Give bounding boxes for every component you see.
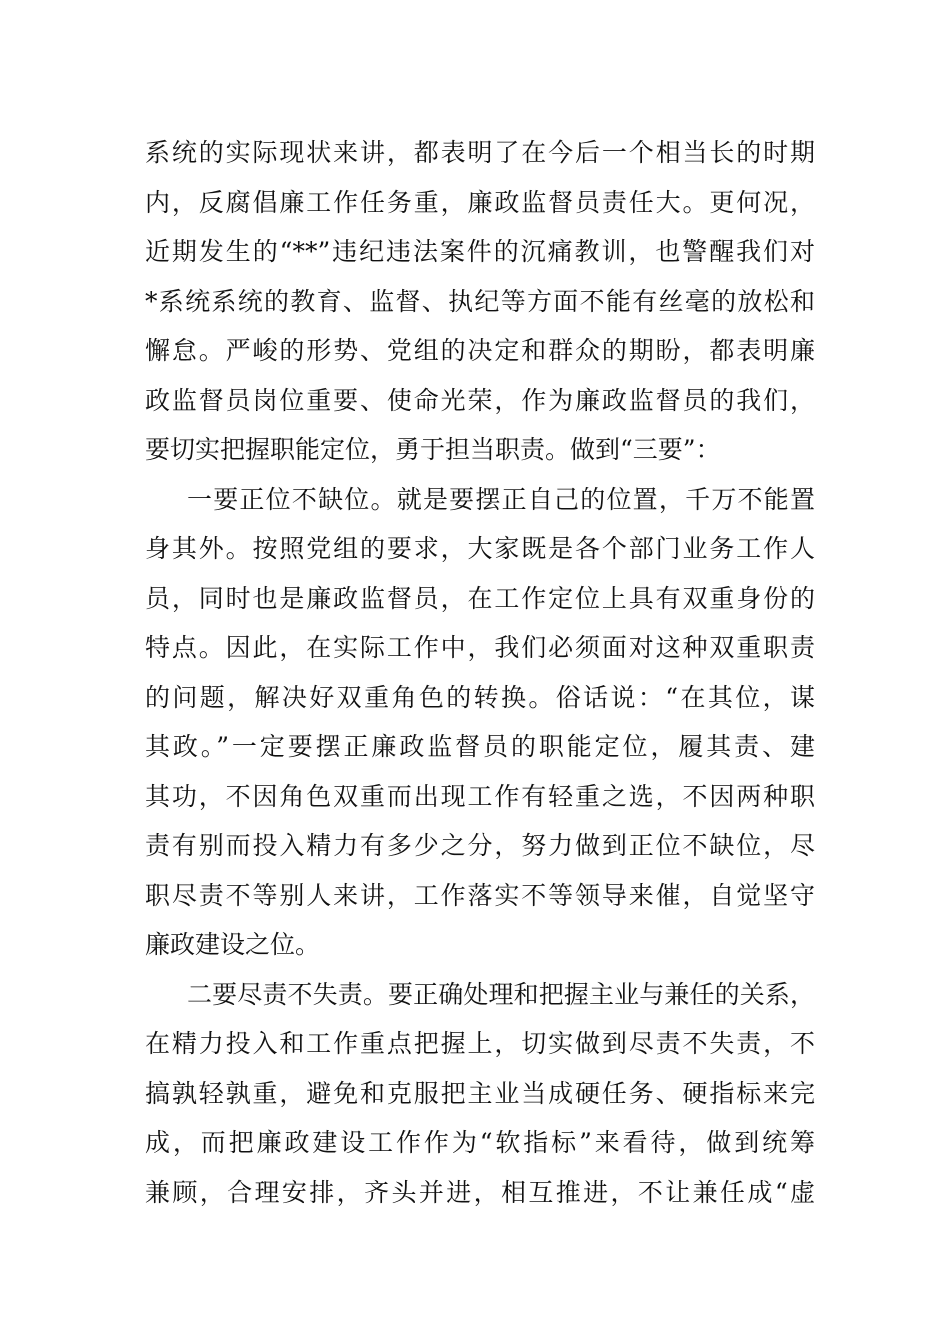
text-line: 的问题，解决好双重角色的转换。俗话说：“在其位，谋 (145, 682, 815, 712)
text-line: 特点。因此，在实际工作中，我们必须面对这种双重职责 (145, 633, 815, 662)
text-line: *系统系统的教育、监督、执纪等方面不能有丝毫的放松和 (145, 286, 815, 316)
text-line: 要切实把握职能定位，勇于担当职责。做到“三要”： (145, 435, 721, 464)
paragraph-start-line: 一要正位不缺位。就是要摆正自己的位置，千万不能置 (187, 484, 815, 514)
text-line: 身其外。按照党组的要求，大家既是各个部门业务工作人 (145, 534, 815, 563)
text-line: 其政。”一定要摆正廉政监督员的职能定位，履其责、建 (145, 732, 815, 761)
text-line: 懈怠。严峻的形势、党组的决定和群众的期盼，都表明廉 (145, 336, 815, 365)
text-line: 廉政建设之位。 (145, 930, 321, 959)
text-line: 近期发生的“**”违纪违法案件的沉痛教训，也警醒我们对 (145, 237, 815, 266)
text-line: 其功，不因角色双重而出现工作有轻重之选，不因两种职 (145, 781, 815, 811)
text-line: 政监督员岗位重要、使命光荣，作为廉政监督员的我们， (145, 385, 815, 415)
paragraph-start-line: 二要尽责不失责。要正确处理和把握主业与兼任的关系， (187, 979, 815, 1009)
text-line: 内，反腐倡廉工作任务重，廉政监督员责任大。更何况， (145, 187, 815, 217)
text-line: 职尽责不等别人来讲，工作落实不等领导来催，自觉坚守 (145, 880, 815, 910)
text-line: 系统的实际现状来讲，都表明了在今后一个相当长的时期 (145, 138, 815, 167)
text-line: 兼顾，合理安排，齐头并进，相互推进，不让兼任成“虚 (145, 1177, 815, 1207)
text-line: 责有别而投入精力有多少之分，努力做到正位不缺位，尽 (145, 831, 815, 860)
text-line: 搞孰轻孰重，避免和克服把主业当成硬任务、硬指标来完 (145, 1078, 815, 1108)
text-line: 成，而把廉政建设工作作为“软指标”来看待，做到统筹 (145, 1128, 815, 1157)
text-line: 员，同时也是廉政监督员，在工作定位上具有双重身份的 (145, 583, 815, 613)
text-line: 在精力投入和工作重点把握上，切实做到尽责不失责，不 (145, 1029, 815, 1058)
body-text (145, 128, 815, 1217)
